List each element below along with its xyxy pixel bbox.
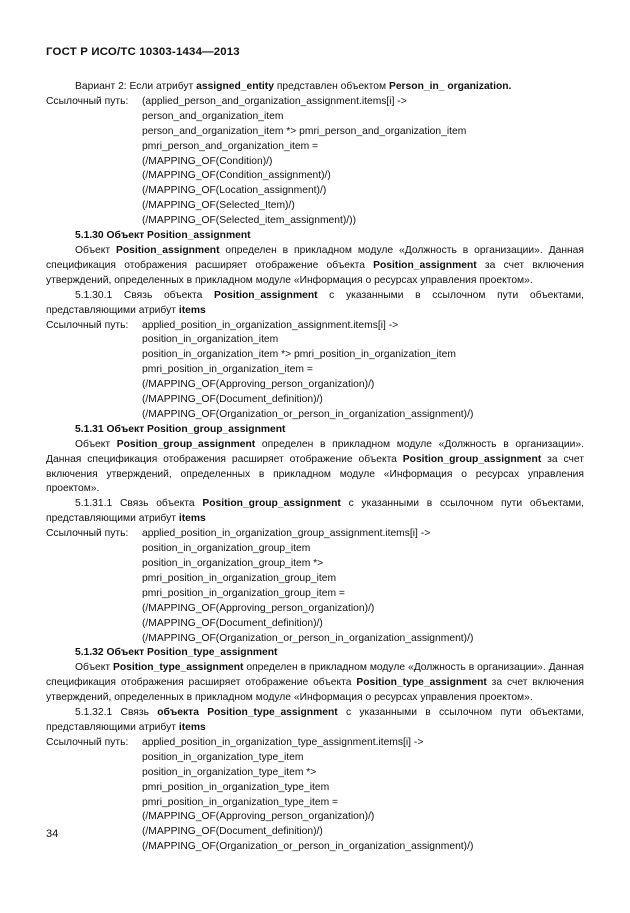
- text: определен в прикладном модуле «Должность в организации». Данная спецификация отображения расширяет отображение объекта: [46, 438, 584, 465]
- object-name: Position_type_assignment: [112, 662, 244, 674]
- text: Объект: [75, 244, 116, 256]
- path-line: (/MAPPING_OF(Approving_person_organization)/): [142, 602, 375, 614]
- subsection-paragraph: [46, 497, 584, 527]
- path-line: pmri_position_in_organization_type_item: [142, 781, 330, 793]
- section-heading: 5.1.31 Объект Position_group_assignment: [75, 423, 286, 435]
- path-line: (/MAPPING_OF(Selected_Item)/): [142, 200, 295, 212]
- page-content: [46, 80, 584, 855]
- path-line: (/MAPPING_OF(Organization_or_person_in_organization_assignment)/): [142, 408, 474, 420]
- page-number: 34: [46, 828, 59, 840]
- text: определен в прикладном модуле «Должность в организации». Данная спецификация отображения расширяет отображение объекта: [46, 244, 584, 271]
- text: Объект: [75, 662, 113, 674]
- ref-path-label: Ссылочный путь:: [46, 95, 129, 107]
- text: с указанными в ссылочном пути объектами, представляющими атрибут: [46, 289, 584, 316]
- text: 5.1.31.1 Связь объекта: [75, 498, 203, 510]
- path-line: (/MAPPING_OF(Document_definition)/): [142, 617, 323, 629]
- path-line: position_in_organization_type_item *>: [142, 766, 317, 778]
- ref-path-label: Ссылочный путь:: [46, 528, 129, 540]
- path-line: (/MAPPING_OF(Approving_person_organization)/): [142, 811, 375, 823]
- text: за счет включения утверждений, определенных в прикладном модуле «Информация о ресурсах управления проектом».: [46, 453, 584, 495]
- object-name: Person_in_ organization.: [388, 81, 512, 92]
- reference-path: [46, 319, 584, 423]
- path-line: (/MAPPING_OF(Document_definition)/): [142, 394, 323, 406]
- subsection-paragraph: [46, 289, 584, 319]
- section-heading: 5.1.30 Объект Position_assignment: [75, 230, 251, 242]
- path-line: position_in_organization_group_item *>: [142, 558, 324, 569]
- path-line: (/MAPPING_OF(Selected_item_assignment)/)): [142, 215, 357, 227]
- ref-path-label: Ссылочный путь:: [46, 736, 129, 748]
- text: с указанными в ссылочном пути объектами, представляющими атрибут: [46, 707, 585, 733]
- reference-path: [46, 736, 584, 855]
- object-name: Position_group_assignment: [202, 498, 341, 510]
- document-header: ГОСТ Р ИСО/ТС 10303-1434—2013: [46, 46, 240, 58]
- reference-path: [46, 95, 584, 229]
- path-lines: [142, 319, 584, 423]
- section-paragraph: [46, 244, 584, 289]
- path-line: position_in_organization_group_item: [142, 543, 311, 555]
- object-name: Position_group_assignment: [116, 438, 256, 450]
- object-name: Position_group_assignment: [402, 453, 542, 465]
- path-lines: [142, 95, 584, 229]
- object-name: Position_assignment: [373, 259, 477, 271]
- path-line: pmri_position_in_organization_group_item: [142, 572, 337, 584]
- text: за счет включения утверждений, определенных в прикладном модуле «Информация о ресурсах управления проектом».: [46, 677, 584, 704]
- text: за счет включения утверждений, определенных в прикладном модуле «Информация о ресурсах управления проектом».: [46, 259, 584, 286]
- path-line: pmri_position_in_organization_type_item =: [142, 796, 339, 808]
- attr-name: items: [178, 721, 206, 733]
- path-line: (/MAPPING_OF(Document_definition)/): [142, 826, 323, 838]
- attr-name: items: [178, 513, 206, 525]
- path-line: (/MAPPING_OF(Approving_person_organization)/): [142, 379, 375, 391]
- path-line: (/MAPPING_OF(Location_assignment)/): [142, 185, 327, 197]
- section-paragraph: [46, 438, 584, 498]
- text: Вариант 2: Если атрибут: [75, 81, 197, 92]
- path-line: (/MAPPING_OF(Organization_or_person_in_organization_assignment)/): [142, 632, 474, 644]
- variant2-paragraph: [46, 80, 584, 95]
- attr-name: assigned_entity: [196, 81, 274, 92]
- path-line: position_in_organization_type_item: [142, 751, 304, 763]
- path-line: applied_position_in_organization_assignment.items[i] ->: [142, 319, 399, 331]
- object-name: Position_type_assignment: [207, 707, 338, 719]
- path-lines: [142, 527, 584, 646]
- path-line: position_in_organization_item *> pmri_position_in_organization_item: [142, 349, 456, 361]
- object-name: Position_type_assignment: [356, 677, 487, 689]
- reference-path: [46, 527, 584, 646]
- path-line: (/MAPPING_OF(Condition_assignment)/): [142, 170, 331, 182]
- text: определен в прикладном модуле «Должность в организации». Данная спецификация отображения расширяет отображение объекта: [46, 662, 584, 689]
- text: с указанными в ссылочном пути объектами, представляющими атрибут: [46, 498, 584, 525]
- path-line: pmri_person_and_organization_item =: [142, 140, 319, 152]
- text: 5.1.32.1 Связь: [75, 707, 158, 719]
- text: 5.1.30.1 Связь объекта: [75, 289, 214, 301]
- section-heading: 5.1.32 Объект Position_type_assignment: [75, 647, 278, 659]
- path-line: position_in_organization_item: [142, 334, 279, 346]
- path-lines: [142, 736, 584, 855]
- object-name: Position_assignment: [115, 244, 220, 256]
- path-line: (/MAPPING_OF(Condition)/): [142, 155, 273, 167]
- subsection-paragraph: [46, 706, 584, 736]
- section-paragraph: [46, 661, 584, 706]
- text: Объект: [75, 438, 117, 450]
- path-line: pmri_position_in_organization_item =: [142, 364, 313, 376]
- attr-name: items: [178, 304, 206, 316]
- ref-path-label: Ссылочный путь:: [46, 319, 129, 331]
- path-line: person_and_organization_item *> pmri_person_and_organization_item: [142, 125, 467, 137]
- path-line: applied_position_in_organization_group_assignment.items[i] ->: [142, 528, 431, 540]
- path-line: pmri_position_in_organization_group_item =: [142, 587, 345, 599]
- text: представлен объектом: [273, 81, 389, 92]
- path-line: applied_position_in_organization_type_assignment.items[i] ->: [142, 736, 424, 748]
- object-name: Position_assignment: [213, 289, 318, 301]
- text: объекта: [157, 707, 208, 719]
- path-line: (applied_person_and_organization_assignment.items[i] ->: [142, 95, 407, 107]
- path-line: person_and_organization_item: [142, 110, 284, 122]
- path-line: (/MAPPING_OF(Organization_or_person_in_organization_assignment)/): [142, 841, 474, 853]
